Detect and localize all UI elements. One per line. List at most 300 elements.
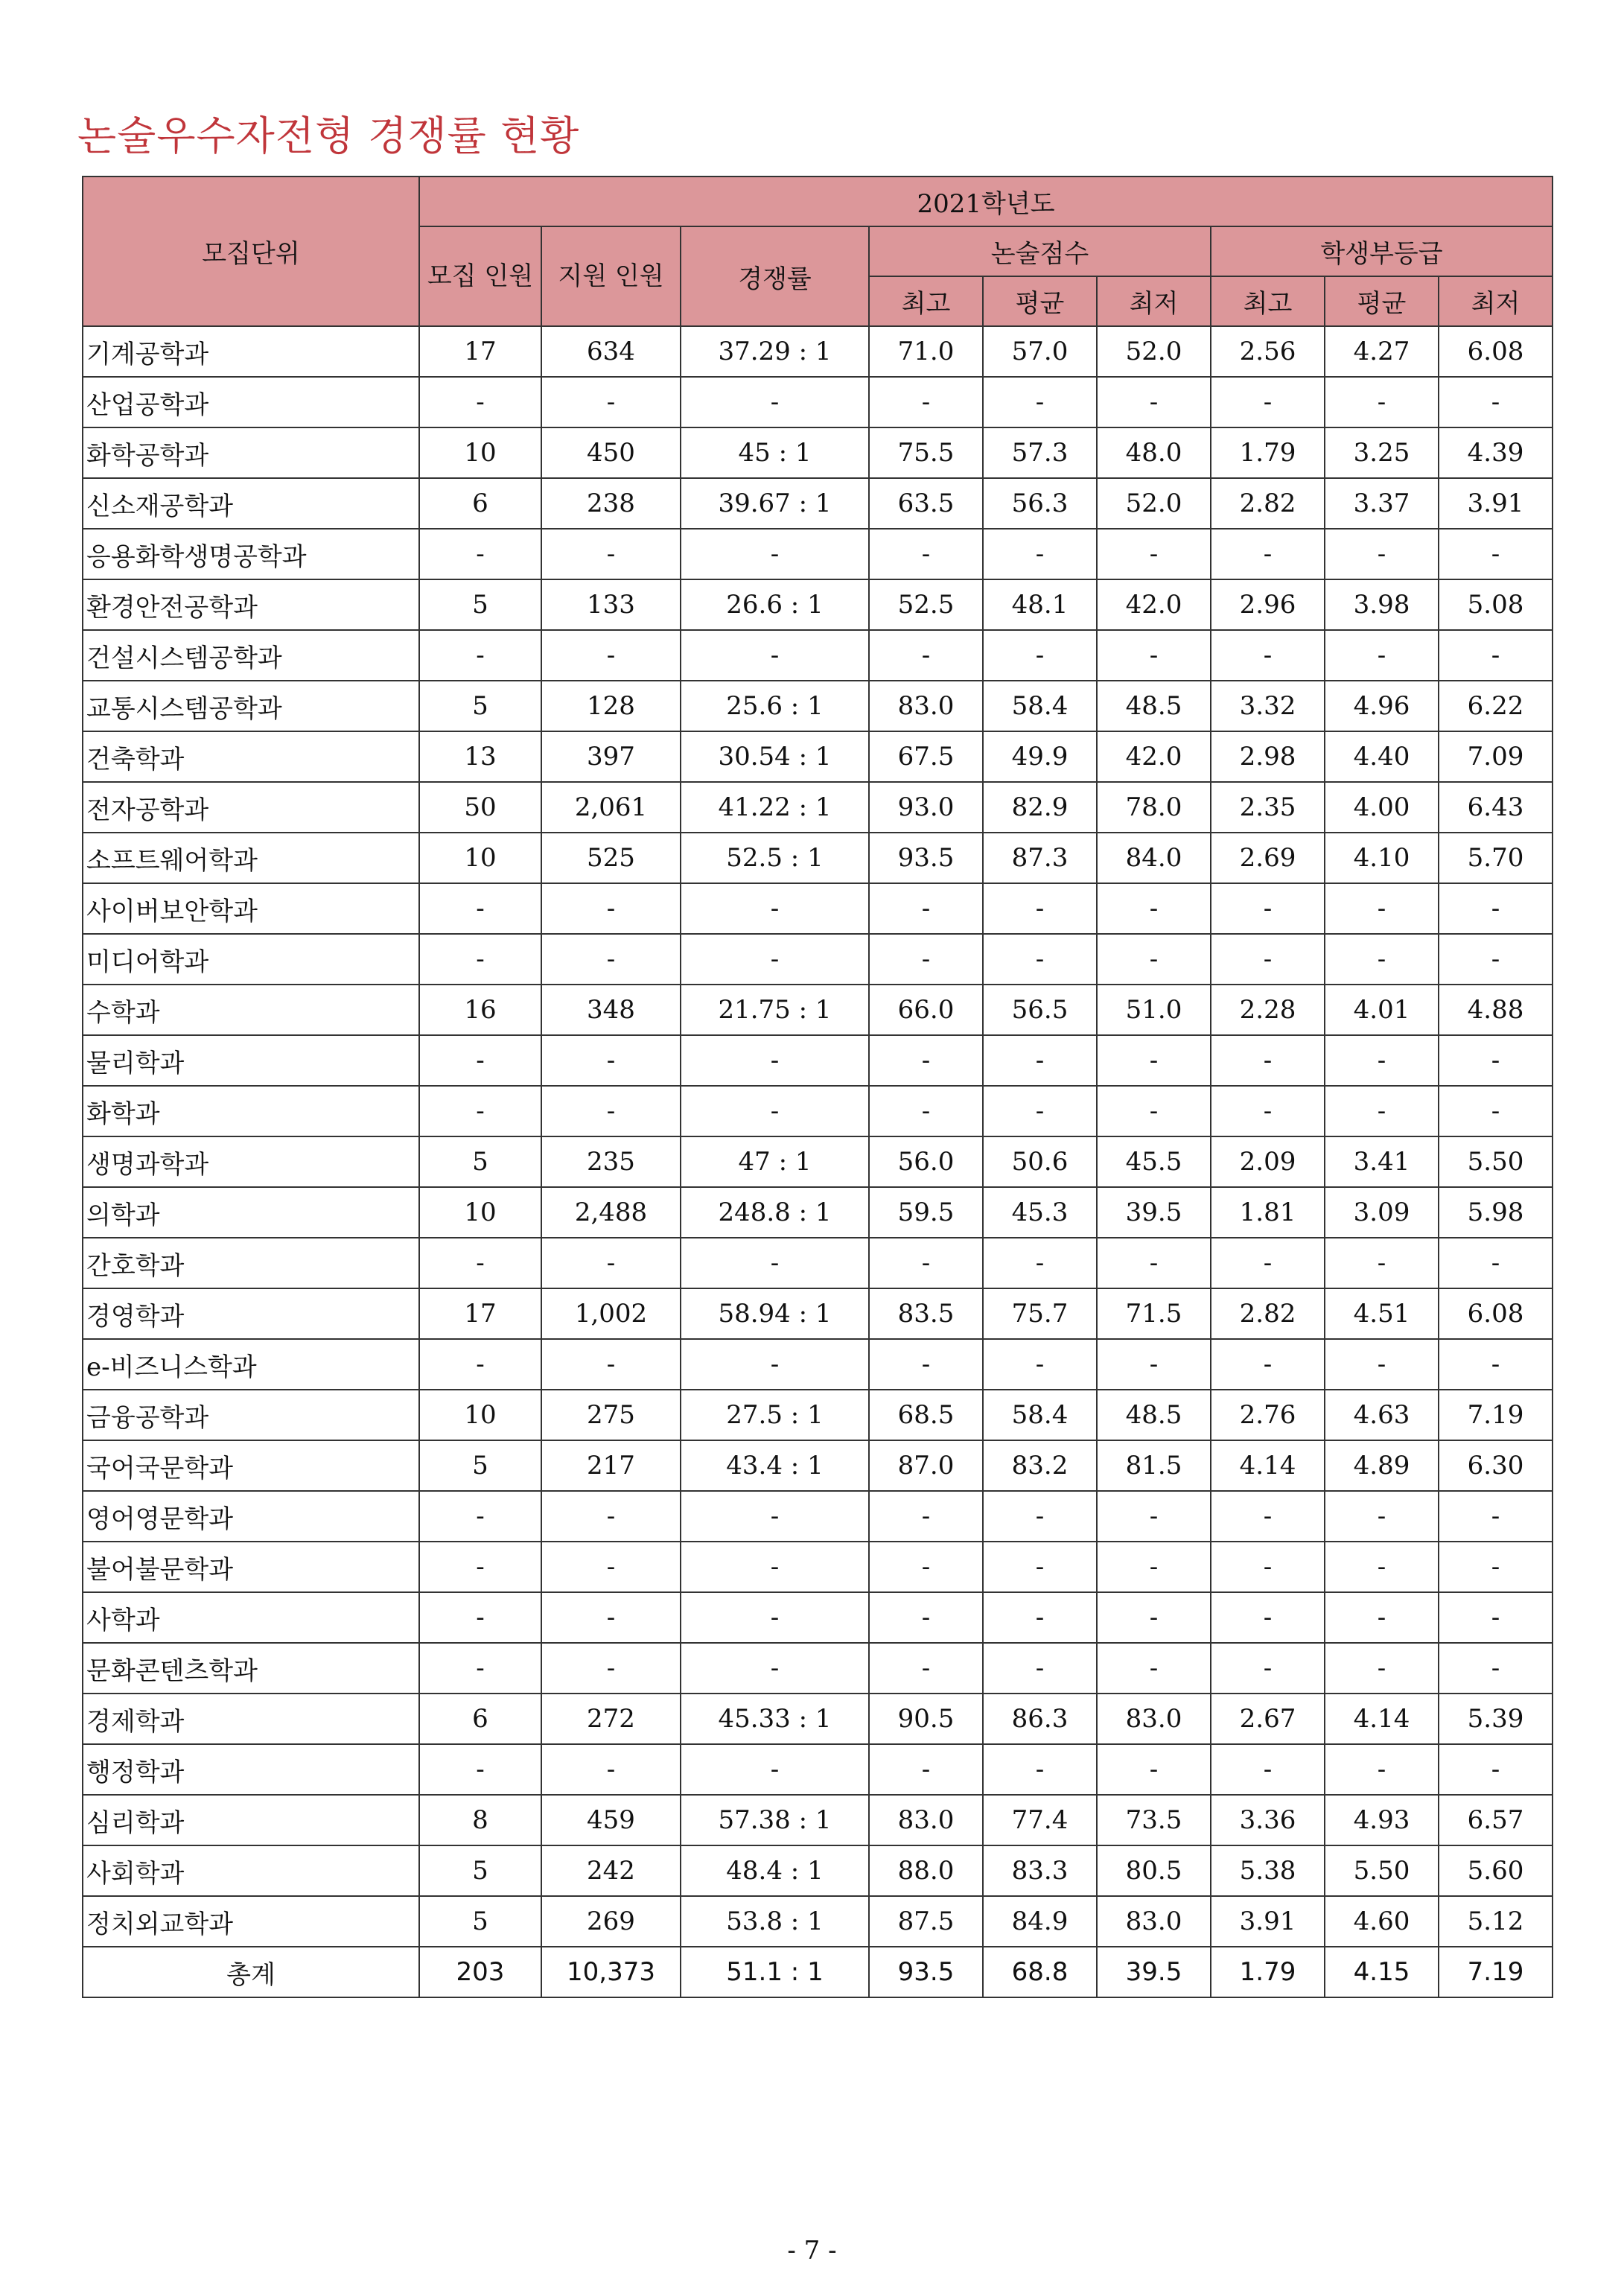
value-cell: - xyxy=(541,1643,681,1694)
value-cell: 39.5 xyxy=(1097,1187,1211,1238)
value-cell: - xyxy=(1325,1086,1439,1136)
value-cell: 41.22 : 1 xyxy=(681,782,869,833)
table-row xyxy=(83,833,1553,883)
value-cell: - xyxy=(983,1086,1097,1136)
value-cell: - xyxy=(1325,1491,1439,1542)
value-cell: - xyxy=(983,1339,1097,1390)
value-cell: 4.10 xyxy=(1325,833,1439,883)
value-cell: 248.8 : 1 xyxy=(681,1187,869,1238)
value-cell: 25.6 : 1 xyxy=(681,681,869,731)
value-cell: 4.14 xyxy=(1211,1440,1325,1491)
value-cell: - xyxy=(419,1238,541,1288)
value-cell: 51.0 xyxy=(1097,985,1211,1035)
value-cell: 4.60 xyxy=(1325,1896,1439,1947)
value-cell: - xyxy=(1325,529,1439,579)
table-row xyxy=(83,326,1553,377)
value-cell: 2.09 xyxy=(1211,1136,1325,1187)
value-cell: - xyxy=(541,934,681,985)
table-row xyxy=(83,985,1553,1035)
table-row xyxy=(83,1288,1553,1339)
value-cell: 90.5 xyxy=(869,1694,983,1744)
department-cell: 행정학과 xyxy=(83,1744,419,1795)
value-cell: - xyxy=(541,883,681,934)
value-cell: 2.56 xyxy=(1211,326,1325,377)
value-cell: 42.0 xyxy=(1097,579,1211,630)
value-cell: 4.93 xyxy=(1325,1795,1439,1845)
value-cell: 6.22 xyxy=(1439,681,1553,731)
value-cell: - xyxy=(681,1035,869,1086)
value-cell: 235 xyxy=(541,1136,681,1187)
value-cell: - xyxy=(1211,1238,1325,1288)
value-cell: - xyxy=(983,1542,1097,1592)
value-cell: - xyxy=(1211,1744,1325,1795)
value-cell: - xyxy=(869,377,983,427)
value-cell: 82.9 xyxy=(983,782,1097,833)
value-cell: 1,002 xyxy=(541,1288,681,1339)
value-cell: - xyxy=(869,1744,983,1795)
value-cell: - xyxy=(1211,1339,1325,1390)
value-cell: 8 xyxy=(419,1795,541,1845)
value-cell: - xyxy=(1211,883,1325,934)
value-cell: - xyxy=(1097,1744,1211,1795)
value-cell: 71.0 xyxy=(869,326,983,377)
table-row xyxy=(83,883,1553,934)
value-cell: 7.09 xyxy=(1439,731,1553,782)
value-cell: - xyxy=(1439,934,1553,985)
value-cell: 2.96 xyxy=(1211,579,1325,630)
value-cell: - xyxy=(681,1339,869,1390)
value-cell: 275 xyxy=(541,1390,681,1440)
value-cell: - xyxy=(1211,1491,1325,1542)
total-label: 총계 xyxy=(83,1947,419,1997)
value-cell: - xyxy=(869,1542,983,1592)
value-cell: - xyxy=(1211,1086,1325,1136)
value-cell: 45 : 1 xyxy=(681,427,869,478)
value-cell: - xyxy=(1325,934,1439,985)
total-value-cell: 39.5 xyxy=(1097,1947,1211,1997)
department-cell: 환경안전공학과 xyxy=(83,579,419,630)
value-cell: - xyxy=(1097,1086,1211,1136)
value-cell: 53.8 : 1 xyxy=(681,1896,869,1947)
value-cell: 71.5 xyxy=(1097,1288,1211,1339)
value-cell: - xyxy=(869,934,983,985)
department-cell: 간호학과 xyxy=(83,1238,419,1288)
value-cell: - xyxy=(1097,883,1211,934)
value-cell: - xyxy=(983,1238,1097,1288)
value-cell: 78.0 xyxy=(1097,782,1211,833)
value-cell: 10 xyxy=(419,833,541,883)
department-cell: 생명과학과 xyxy=(83,1136,419,1187)
value-cell: - xyxy=(1325,1744,1439,1795)
value-cell: 75.5 xyxy=(869,427,983,478)
value-cell: 56.5 xyxy=(983,985,1097,1035)
value-cell: - xyxy=(1325,630,1439,681)
department-cell: 건설시스템공학과 xyxy=(83,630,419,681)
value-cell: - xyxy=(1439,1542,1553,1592)
table-row xyxy=(83,1795,1553,1845)
value-cell: 56.3 xyxy=(983,478,1097,529)
value-cell: 5.12 xyxy=(1439,1896,1553,1947)
value-cell: - xyxy=(681,1592,869,1643)
header-essay-min: 최저 xyxy=(1097,276,1211,326)
value-cell: 58.4 xyxy=(983,1390,1097,1440)
value-cell: - xyxy=(983,1744,1097,1795)
table-row xyxy=(83,1694,1553,1744)
table-row xyxy=(83,377,1553,427)
value-cell: - xyxy=(419,1542,541,1592)
value-cell: 27.5 : 1 xyxy=(681,1390,869,1440)
table-row xyxy=(83,1643,1553,1694)
value-cell: 58.4 xyxy=(983,681,1097,731)
value-cell: 87.0 xyxy=(869,1440,983,1491)
department-cell: 교통시스템공학과 xyxy=(83,681,419,731)
value-cell: - xyxy=(869,1643,983,1694)
table-body xyxy=(83,326,1553,1997)
value-cell: - xyxy=(983,934,1097,985)
total-value-cell: 51.1 : 1 xyxy=(681,1947,869,1997)
value-cell: 16 xyxy=(419,985,541,1035)
competition-rate-table xyxy=(82,176,1553,1998)
value-cell: 5.50 xyxy=(1439,1136,1553,1187)
value-cell: - xyxy=(1439,529,1553,579)
value-cell: - xyxy=(1325,1542,1439,1592)
value-cell: - xyxy=(681,934,869,985)
value-cell: - xyxy=(419,883,541,934)
value-cell: 6 xyxy=(419,478,541,529)
department-cell: 물리학과 xyxy=(83,1035,419,1086)
header-grade-avg: 평균 xyxy=(1325,276,1439,326)
table-row xyxy=(83,1238,1553,1288)
value-cell: 6.43 xyxy=(1439,782,1553,833)
value-cell: 5.39 xyxy=(1439,1694,1553,1744)
value-cell: - xyxy=(681,630,869,681)
value-cell: 2.76 xyxy=(1211,1390,1325,1440)
value-cell: - xyxy=(1097,377,1211,427)
department-cell: 화학공학과 xyxy=(83,427,419,478)
department-cell: 국어국문학과 xyxy=(83,1440,419,1491)
value-cell: - xyxy=(1097,529,1211,579)
value-cell: 10 xyxy=(419,427,541,478)
table-row xyxy=(83,1744,1553,1795)
table-row xyxy=(83,1845,1553,1896)
value-cell: 2.35 xyxy=(1211,782,1325,833)
value-cell: 4.88 xyxy=(1439,985,1553,1035)
value-cell: - xyxy=(869,529,983,579)
value-cell: - xyxy=(869,630,983,681)
value-cell: - xyxy=(1439,630,1553,681)
value-cell: - xyxy=(1211,1035,1325,1086)
department-cell: 미디어학과 xyxy=(83,934,419,985)
value-cell: - xyxy=(869,883,983,934)
department-cell: 신소재공학과 xyxy=(83,478,419,529)
value-cell: 4.14 xyxy=(1325,1694,1439,1744)
table-row xyxy=(83,427,1553,478)
value-cell: 80.5 xyxy=(1097,1845,1211,1896)
value-cell: 3.25 xyxy=(1325,427,1439,478)
value-cell: 4.00 xyxy=(1325,782,1439,833)
header-essay: 논술점수 xyxy=(869,226,1211,276)
value-cell: 3.98 xyxy=(1325,579,1439,630)
header-grade-max: 최고 xyxy=(1211,276,1325,326)
table-row xyxy=(83,478,1553,529)
page-number: - 7 - xyxy=(787,2236,837,2265)
value-cell: 5 xyxy=(419,1845,541,1896)
value-cell: - xyxy=(681,1086,869,1136)
value-cell: - xyxy=(419,1339,541,1390)
value-cell: - xyxy=(681,1238,869,1288)
value-cell: 5 xyxy=(419,681,541,731)
value-cell: 238 xyxy=(541,478,681,529)
value-cell: 2.69 xyxy=(1211,833,1325,883)
value-cell: 4.89 xyxy=(1325,1440,1439,1491)
value-cell: - xyxy=(1097,1339,1211,1390)
value-cell: 2.28 xyxy=(1211,985,1325,1035)
value-cell: 5 xyxy=(419,579,541,630)
value-cell: 73.5 xyxy=(1097,1795,1211,1845)
header-essay-avg: 평균 xyxy=(983,276,1097,326)
department-cell: 심리학과 xyxy=(83,1795,419,1845)
total-value-cell: 7.19 xyxy=(1439,1947,1553,1997)
value-cell: 43.4 : 1 xyxy=(681,1440,869,1491)
table-row xyxy=(83,1187,1553,1238)
value-cell: 3.91 xyxy=(1439,478,1553,529)
total-value-cell: 10,373 xyxy=(541,1947,681,1997)
value-cell: - xyxy=(869,1035,983,1086)
value-cell: - xyxy=(869,1339,983,1390)
value-cell: - xyxy=(1325,377,1439,427)
table-row xyxy=(83,1542,1553,1592)
value-cell: 348 xyxy=(541,985,681,1035)
value-cell: 3.37 xyxy=(1325,478,1439,529)
value-cell: 83.0 xyxy=(869,681,983,731)
value-cell: 45.3 xyxy=(983,1187,1097,1238)
table-row xyxy=(83,1592,1553,1643)
value-cell: 4.40 xyxy=(1325,731,1439,782)
value-cell: 57.3 xyxy=(983,427,1097,478)
table-row xyxy=(83,1896,1553,1947)
value-cell: 77.4 xyxy=(983,1795,1097,1845)
department-cell: 경제학과 xyxy=(83,1694,419,1744)
department-cell: 수학과 xyxy=(83,985,419,1035)
value-cell: - xyxy=(419,630,541,681)
value-cell: 68.5 xyxy=(869,1390,983,1440)
value-cell: - xyxy=(1211,377,1325,427)
department-cell: 사회학과 xyxy=(83,1845,419,1896)
value-cell: - xyxy=(983,1592,1097,1643)
value-cell: - xyxy=(681,377,869,427)
value-cell: - xyxy=(1439,1643,1553,1694)
header-rate: 경쟁률 xyxy=(681,226,869,326)
value-cell: - xyxy=(1439,1035,1553,1086)
value-cell: 133 xyxy=(541,579,681,630)
value-cell: - xyxy=(869,1238,983,1288)
value-cell: 66.0 xyxy=(869,985,983,1035)
value-cell: 52.5 xyxy=(869,579,983,630)
table-row xyxy=(83,579,1553,630)
value-cell: 2.98 xyxy=(1211,731,1325,782)
table-row xyxy=(83,1390,1553,1440)
value-cell: 81.5 xyxy=(1097,1440,1211,1491)
department-cell: 전자공학과 xyxy=(83,782,419,833)
header-recruit: 모집 인원 xyxy=(419,226,541,326)
value-cell: - xyxy=(869,1491,983,1542)
value-cell: - xyxy=(419,377,541,427)
value-cell: 58.94 : 1 xyxy=(681,1288,869,1339)
table-row xyxy=(83,630,1553,681)
value-cell: 50.6 xyxy=(983,1136,1097,1187)
value-cell: 217 xyxy=(541,1440,681,1491)
total-value-cell: 1.79 xyxy=(1211,1947,1325,1997)
value-cell: - xyxy=(983,1035,1097,1086)
value-cell: - xyxy=(1325,883,1439,934)
value-cell: - xyxy=(541,1238,681,1288)
department-cell: 사학과 xyxy=(83,1592,419,1643)
value-cell: 5.98 xyxy=(1439,1187,1553,1238)
value-cell: - xyxy=(983,529,1097,579)
value-cell: 30.54 : 1 xyxy=(681,731,869,782)
department-cell: 응용화학생명공학과 xyxy=(83,529,419,579)
value-cell: - xyxy=(1097,630,1211,681)
table-row xyxy=(83,1035,1553,1086)
value-cell: - xyxy=(1325,1238,1439,1288)
value-cell: 4.27 xyxy=(1325,326,1439,377)
value-cell: - xyxy=(1439,1339,1553,1390)
value-cell: 6 xyxy=(419,1694,541,1744)
value-cell: 2.82 xyxy=(1211,1288,1325,1339)
value-cell: 4.01 xyxy=(1325,985,1439,1035)
value-cell: 3.32 xyxy=(1211,681,1325,731)
page-title: 논술우수자전형 경쟁률 현황 xyxy=(77,112,580,159)
value-cell: 6.08 xyxy=(1439,326,1553,377)
value-cell: 83.2 xyxy=(983,1440,1097,1491)
value-cell: - xyxy=(681,883,869,934)
value-cell: 5.60 xyxy=(1439,1845,1553,1896)
value-cell: 93.0 xyxy=(869,782,983,833)
value-cell: 75.7 xyxy=(983,1288,1097,1339)
value-cell: 50 xyxy=(419,782,541,833)
value-cell: - xyxy=(541,1542,681,1592)
value-cell: - xyxy=(983,1491,1097,1542)
header-year: 2021학년도 xyxy=(419,177,1553,226)
value-cell: 13 xyxy=(419,731,541,782)
value-cell: 84.0 xyxy=(1097,833,1211,883)
value-cell: 6.30 xyxy=(1439,1440,1553,1491)
value-cell: 5 xyxy=(419,1136,541,1187)
value-cell: - xyxy=(681,1542,869,1592)
total-value-cell: 4.15 xyxy=(1325,1947,1439,1997)
value-cell: - xyxy=(1325,1035,1439,1086)
value-cell: - xyxy=(1097,1592,1211,1643)
department-cell: 경영학과 xyxy=(83,1288,419,1339)
value-cell: 2.82 xyxy=(1211,478,1325,529)
value-cell: 83.0 xyxy=(1097,1896,1211,1947)
value-cell: 5 xyxy=(419,1896,541,1947)
value-cell: 88.0 xyxy=(869,1845,983,1896)
value-cell: - xyxy=(1211,529,1325,579)
value-cell: 1.79 xyxy=(1211,427,1325,478)
value-cell: - xyxy=(419,934,541,985)
value-cell: 39.67 : 1 xyxy=(681,478,869,529)
value-cell: 3.91 xyxy=(1211,1896,1325,1947)
value-cell: - xyxy=(541,1035,681,1086)
value-cell: 83.5 xyxy=(869,1288,983,1339)
value-cell: 2,488 xyxy=(541,1187,681,1238)
value-cell: 5.38 xyxy=(1211,1845,1325,1896)
header-essay-max: 최고 xyxy=(869,276,983,326)
value-cell: - xyxy=(541,630,681,681)
value-cell: 634 xyxy=(541,326,681,377)
value-cell: - xyxy=(1097,1491,1211,1542)
department-cell: 금융공학과 xyxy=(83,1390,419,1440)
value-cell: - xyxy=(1325,1592,1439,1643)
value-cell: 48.5 xyxy=(1097,1390,1211,1440)
value-cell: - xyxy=(681,1744,869,1795)
value-cell: - xyxy=(1439,1086,1553,1136)
table-row xyxy=(83,1136,1553,1187)
value-cell: 83.3 xyxy=(983,1845,1097,1896)
value-cell: - xyxy=(541,529,681,579)
value-cell: 48.0 xyxy=(1097,427,1211,478)
total-row xyxy=(83,1947,1553,1997)
value-cell: - xyxy=(541,377,681,427)
table-row xyxy=(83,1440,1553,1491)
value-cell: 4.51 xyxy=(1325,1288,1439,1339)
total-value-cell: 203 xyxy=(419,1947,541,1997)
table-row xyxy=(83,782,1553,833)
total-value-cell: 68.8 xyxy=(983,1947,1097,1997)
value-cell: 128 xyxy=(541,681,681,731)
value-cell: 3.36 xyxy=(1211,1795,1325,1845)
value-cell: 47 : 1 xyxy=(681,1136,869,1187)
value-cell: 37.29 : 1 xyxy=(681,326,869,377)
value-cell: - xyxy=(681,529,869,579)
value-cell: 86.3 xyxy=(983,1694,1097,1744)
value-cell: 26.6 : 1 xyxy=(681,579,869,630)
department-cell: 영어영문학과 xyxy=(83,1491,419,1542)
value-cell: 6.57 xyxy=(1439,1795,1553,1845)
department-cell: e-비즈니스학과 xyxy=(83,1339,419,1390)
value-cell: 45.33 : 1 xyxy=(681,1694,869,1744)
value-cell: 21.75 : 1 xyxy=(681,985,869,1035)
department-cell: 소프트웨어학과 xyxy=(83,833,419,883)
value-cell: 2,061 xyxy=(541,782,681,833)
value-cell: 93.5 xyxy=(869,833,983,883)
value-cell: 4.39 xyxy=(1439,427,1553,478)
value-cell: - xyxy=(983,630,1097,681)
value-cell: 52.0 xyxy=(1097,326,1211,377)
value-cell: 4.96 xyxy=(1325,681,1439,731)
value-cell: - xyxy=(419,1086,541,1136)
value-cell: - xyxy=(983,1643,1097,1694)
value-cell: 272 xyxy=(541,1694,681,1744)
value-cell: - xyxy=(541,1592,681,1643)
department-cell: 산업공학과 xyxy=(83,377,419,427)
value-cell: - xyxy=(1097,934,1211,985)
value-cell: - xyxy=(1211,934,1325,985)
table-row xyxy=(83,681,1553,731)
department-cell: 문화콘텐츠학과 xyxy=(83,1643,419,1694)
table-row xyxy=(83,1086,1553,1136)
table-row xyxy=(83,529,1553,579)
value-cell: - xyxy=(419,1491,541,1542)
value-cell: - xyxy=(1097,1238,1211,1288)
header-grade-min: 최저 xyxy=(1439,276,1553,326)
value-cell: 4.63 xyxy=(1325,1390,1439,1440)
value-cell: 87.3 xyxy=(983,833,1097,883)
value-cell: 7.19 xyxy=(1439,1390,1553,1440)
header-unit: 모집단위 xyxy=(83,177,419,326)
value-cell: - xyxy=(1325,1643,1439,1694)
